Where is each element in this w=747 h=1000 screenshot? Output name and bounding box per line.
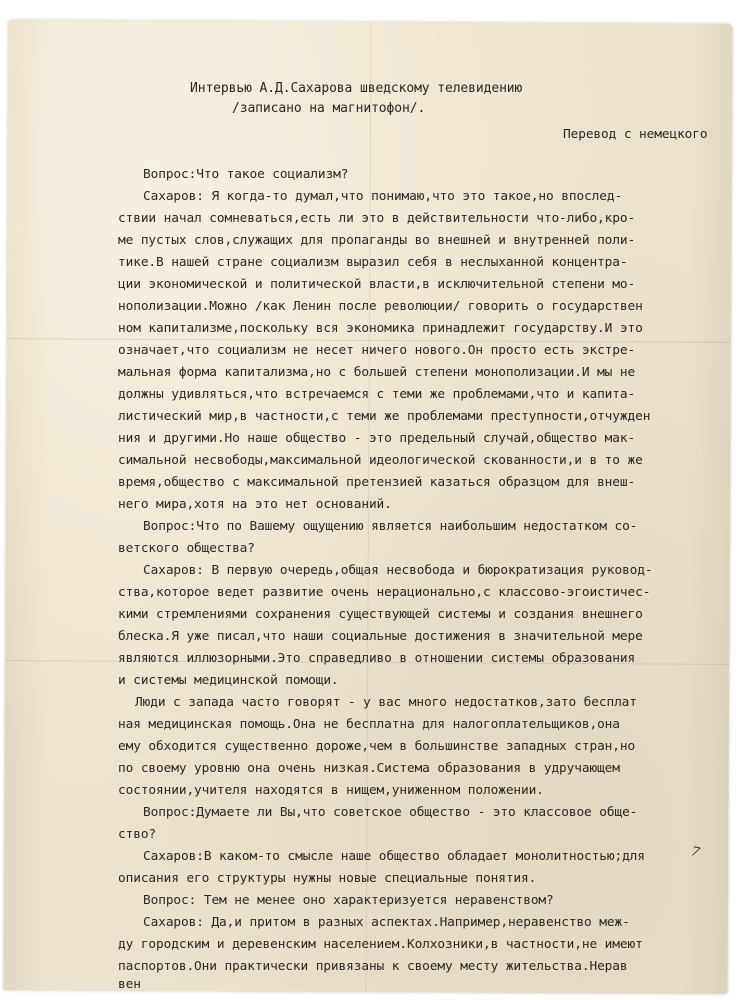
- document-subtitle: /записано на магнитофон/.: [232, 101, 426, 116]
- question-line: Вопрос:Что по Вашему ощущению является наибольшим недостатком со-: [143, 519, 638, 534]
- body-line: кими стремлениями сохранения существующей системы и создания внешнего: [118, 607, 643, 622]
- body-line: мальная форма капитализма,но с большей степени монополизации.И мы не: [118, 365, 636, 380]
- body-line: ему обходится существенно дороже,чем в большинстве западных стран,но: [118, 739, 636, 754]
- body-line: по своему уровню она очень низкая.Система образования в удручающем: [118, 761, 620, 776]
- body-line: и системы медицинской помощи.: [118, 673, 339, 688]
- body-line: симальной несвободы,максимальной идеологической скованности,и в то же: [118, 453, 643, 468]
- body-line: листический мир,в частности,с теми же проблемами преступности,отчужден: [118, 409, 651, 424]
- body-line: означает,что социализм не несет ничего нового.Он просто есть экстре-: [118, 343, 636, 358]
- question-line: Вопрос:Думаете ли Вы,что советское общество - это классовое обще-: [143, 805, 638, 820]
- body-line: него мира,хотя на это нет оснований.: [118, 497, 392, 512]
- body-line: должны удивляться,что встречаемся с теми же проблемами,что и капита-: [118, 387, 636, 402]
- body-line: ствии начал сомневаться,есть ли это в действительности что-либо,кро-: [118, 211, 636, 226]
- translation-note: Перевод с немецкого: [563, 127, 708, 142]
- body-line: паспортов.Они практически привязаны к своему месту жительства.Нерав: [118, 959, 628, 974]
- body-line: блеска.Я уже писал,что наши социальные достижения в значительной мере: [118, 629, 643, 644]
- body-line: тике.В нашей стране социализм выразил себя в неслыханной концентра-: [118, 255, 628, 270]
- body-line: Сахаров:В каком-то смысле наше общество обладает монолитностью;для: [143, 849, 645, 864]
- body-line: являются иллюзорными.Это справедливо в отношении системы образования: [118, 651, 636, 666]
- body-line: Сахаров: В первую очередь,общая несвобода и бюрократизация руковод-: [143, 563, 653, 578]
- body-line: описания его структуры нужны новые специальные понятия.: [118, 871, 537, 886]
- body-line: Люди с запада часто говорят - у вас много недостатков,зато бесплат: [135, 695, 637, 710]
- question-line: ство?: [118, 827, 157, 842]
- margin-mark: 7: [689, 844, 702, 861]
- document-title: Интервью А.Д.Сахарова шведскому телевидению: [190, 81, 523, 96]
- body-line: нополизации.Можно /как Ленин после революции/ говорить о государствен: [118, 299, 643, 314]
- body-line: Сахаров: Я когда-то думал,что понимаю,что это такое,но впослед-: [143, 189, 623, 204]
- body-line: ная медицинская помощь.Она не бесплатна для налогоплательщиков,она: [118, 717, 620, 732]
- question-line: ветского общества?: [118, 541, 255, 556]
- body-line: ния и другими.Но наше общество - это предельный случай,общество мак-: [118, 431, 636, 446]
- body-line: состоянии,учителя находятся в нищем,униженном положении.: [118, 783, 544, 798]
- body-line: вен: [118, 977, 141, 992]
- body-line: ства,которое ведет развитие очень нерационально,с классово-эгоистичес-: [118, 585, 651, 600]
- body-line: ду городским и деревенским населением.Колхозники,в частности,не имеют: [118, 937, 643, 952]
- body-line: ме пустых слов,служащих для пропаганды во внешней и внутренней поли-: [118, 233, 636, 248]
- body-line: ном капитализме,поскольку вся экономика принадлежит государству.И это: [118, 321, 643, 336]
- body-line: время,общество с максимальной претензией казаться образцом для внеш-: [118, 475, 636, 490]
- question-line: Вопрос:Что такое социализм?: [143, 167, 349, 182]
- body-line: Сахаров: Да,и притом в разных аспектах.Например,неравенство меж-: [143, 915, 630, 930]
- body-line: ции экономической и политической власти,в исключительной степени мо-: [118, 277, 636, 292]
- question-line: Вопрос: Тем не менее оно характеризуется неравенством?: [143, 893, 554, 908]
